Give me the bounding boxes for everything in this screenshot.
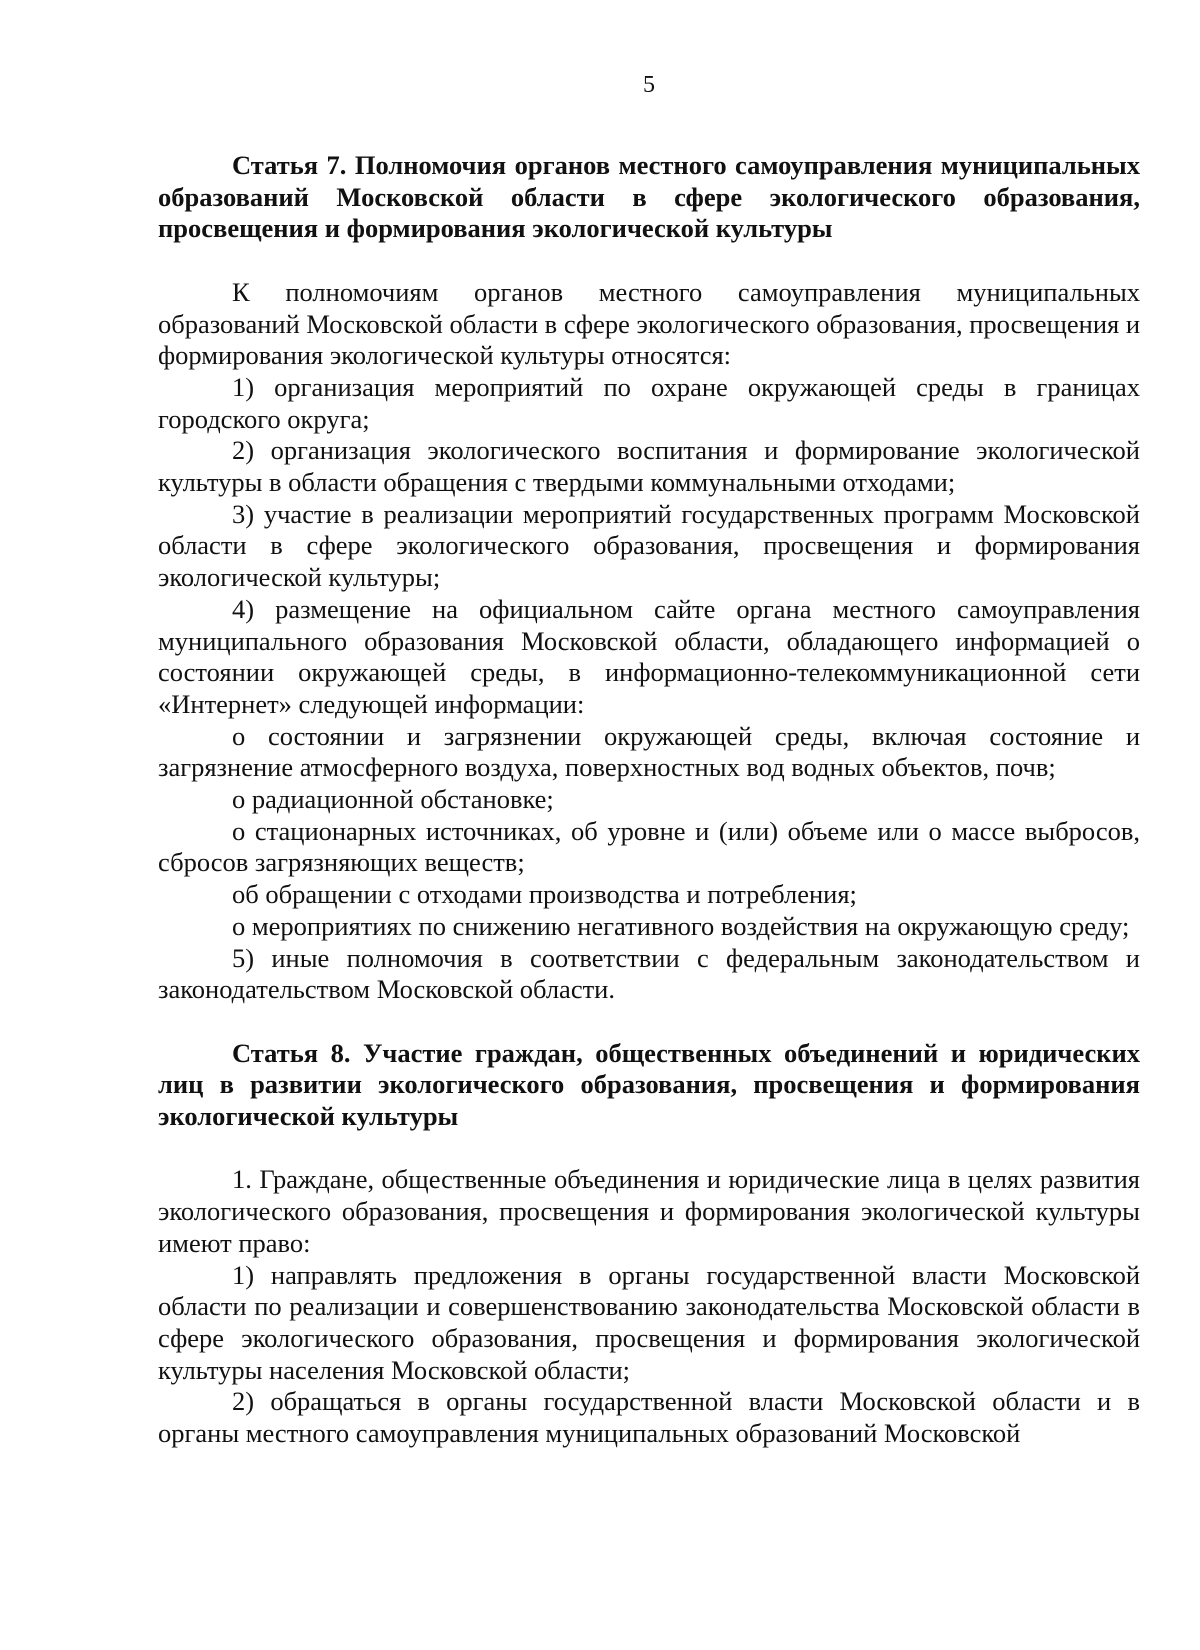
article-7-item-5: 5) иные полномочия в соответствии с федеральным законодательством и законодательством Московской области.	[158, 942, 1140, 1005]
article-8-item-2: 2) обращаться в органы государственной власти Московской области и в органы местного самоуправления муниципальных образований Московской	[158, 1386, 1140, 1449]
article-8-item-1: 1) направлять предложения в органы государственной власти Московской области по реализации и совершенствованию законодательства Московской области в сфере экологического образования, просвещения и формирования экологической культуры населения Московской области;	[158, 1259, 1140, 1385]
article-7-item-4-subitem: о мероприятиях по снижению негативного воздействия на окружающую среду;	[232, 910, 1130, 941]
article-7-item-4-subitem: об обращении с отходами производства и потребления;	[232, 879, 857, 910]
article-7-item-3: 3) участие в реализации мероприятий государственных программ Московской области в сфере экологического образования, просвещения и формирования экологической культуры;	[158, 498, 1140, 593]
article-7-paragraph: К полномочиям органов местного самоуправления муниципальных образований Московской области в сфере экологического образования, просвещения и формирования экологической культуры относятся:	[158, 276, 1140, 371]
spacer	[158, 1133, 1140, 1165]
article-8-heading: Статья 8. Участие граждан, общественных объединений и юридических лиц в развитии экологического образования, просвещения и формирования экологической культуры	[158, 1037, 1140, 1132]
article-7-item-1: 1) организация мероприятий по охране окружающей среды в границах городского округа;	[158, 371, 1140, 434]
article-7-heading: Статья 7. Полномочия органов местного самоуправления муниципальных образований Московской области в сфере экологического образования, просвещения и формирования экологической культуры	[158, 150, 1140, 244]
article-7-item-4-subitem: о стационарных источниках, об уровне и (или) объеме или о массе выбросов, сбросов загрязняющих веществ;	[158, 815, 1140, 878]
document-page	[158, 70, 1140, 1450]
spacer	[158, 245, 1140, 277]
article-7-item-4-subitem: о радиационной обстановке;	[232, 784, 554, 815]
article-7-item-2: 2) организация экологического воспитания и формирование экологической культуры в области обращения с твердыми коммунальными отходами;	[158, 435, 1140, 498]
article-7-item-4-subitem: о состоянии и загрязнении окружающей среды, включая состояние и загрязнение атмосферного воздуха, поверхностных вод водных объектов, почв;	[158, 720, 1140, 783]
spacer	[158, 1006, 1140, 1038]
page-number: 5	[643, 72, 655, 98]
article-7-item-4: 4) размещение на официальном сайте органа местного самоуправления муниципального образования Московской области, обладающего информацией о состоянии окружающей среды, в информационно-телекоммуникационной сети «Интернет» следующей информации:	[158, 593, 1140, 719]
article-8-paragraph-1: 1. Граждане, общественные объединения и юридические лица в целях развития экологического образования, просвещения и формирования экологической культуры имеют право:	[158, 1164, 1140, 1258]
